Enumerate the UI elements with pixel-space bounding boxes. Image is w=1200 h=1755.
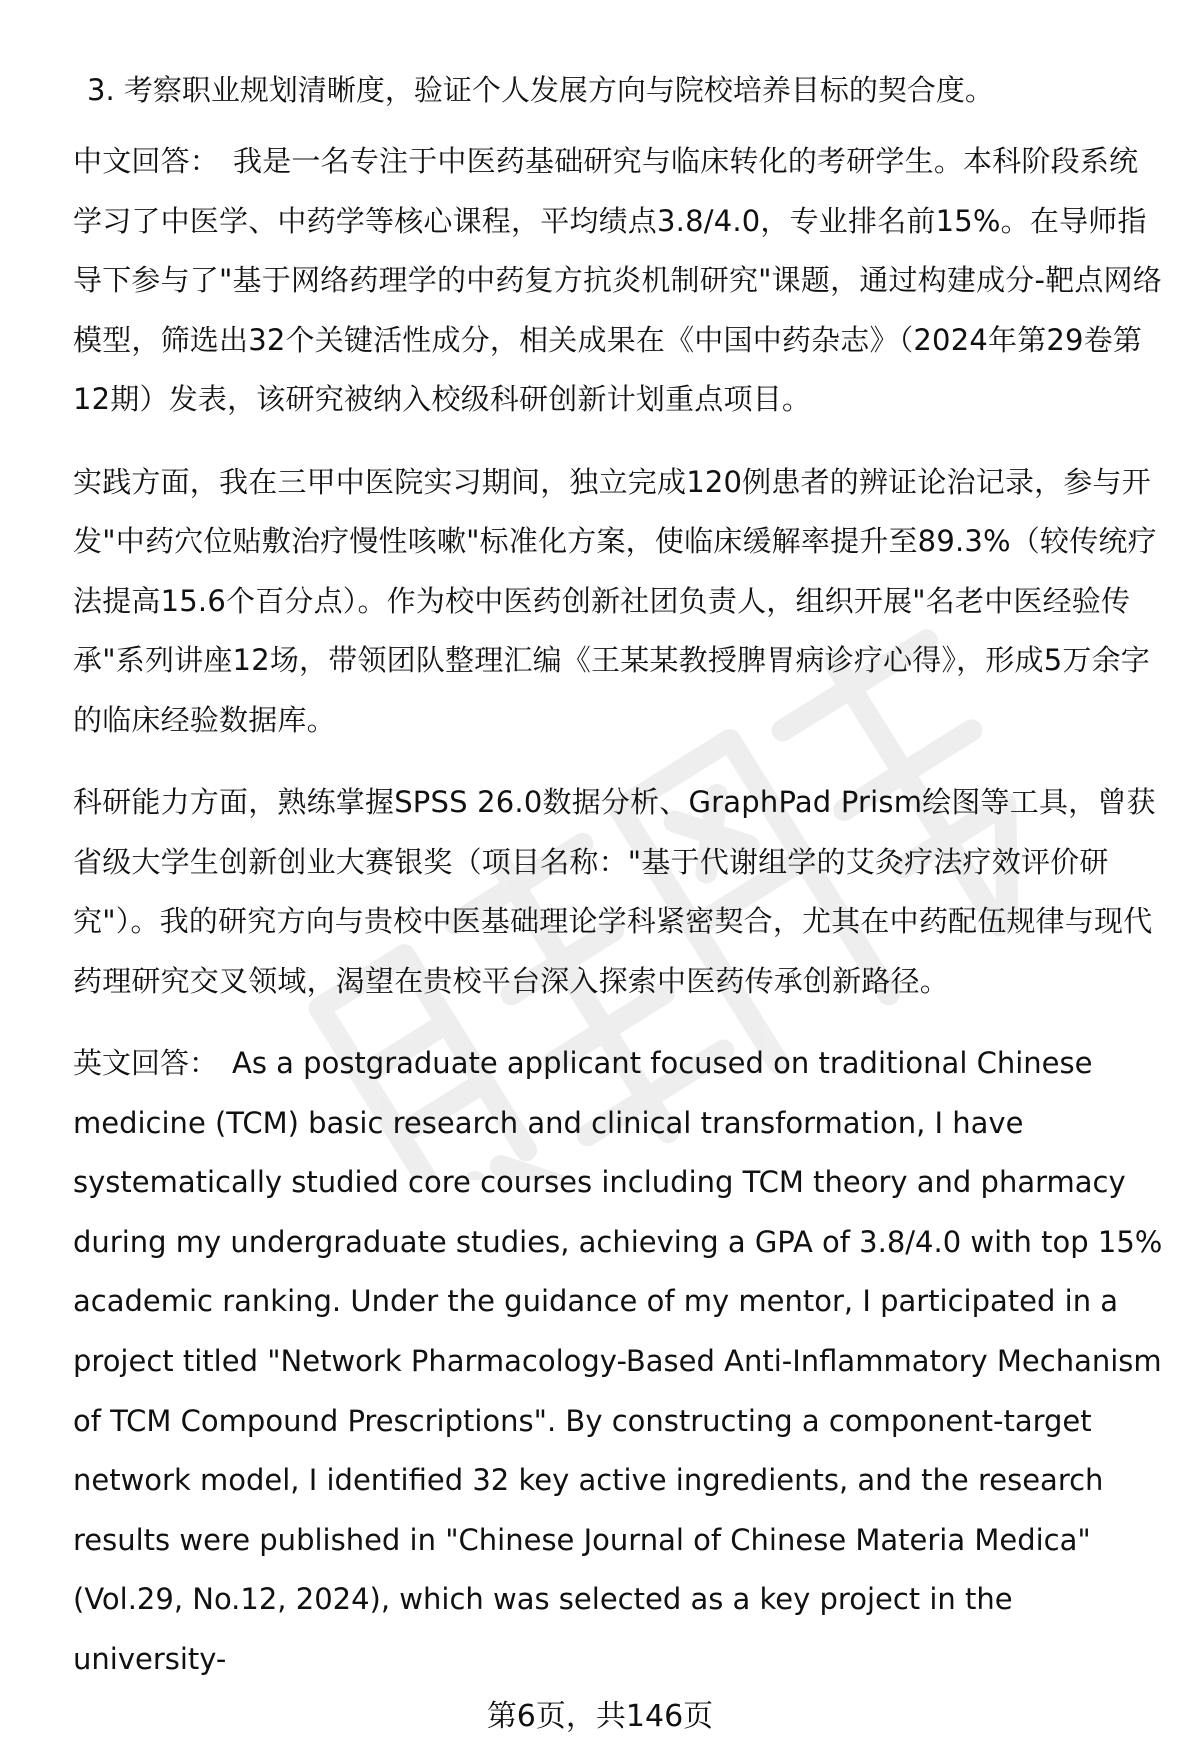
english-answer-text: As a postgraduate applicant focused on traditional Chinese medicine (TCM) basic research and clinical transformation, I have systematically studied core courses including TCM theory and pharmacy during my undergraduate studies, achieving a GPA of 3.8/4.0 with top 15% academic ranking. Under the guidance of my mentor, I participated in a project titled "Network Pharmacology-Based Anti-Inflammatory Mechanism of TCM Compound Prescriptions". By constructing a component-target network model, I identified 32 key active ingredients, and the research results were published in "Chinese Journal of Chinese Materia Medica" (Vol.29, No.12, 2024), which was selected as a key project in the university- (73, 1046, 1163, 1676)
chinese-answer-paragraph-1 (73, 132, 1163, 430)
chinese-answer-text-2: 实践方面，我在三甲中医院实习期间，独立完成120例患者的辨证论治记录，参与开发"中药穴位贴敷治疗慢性咳嗽"标准化方案，使临床缓解率提升至89.3%（较传统疗法提高15.6个百分点）。作为校中医药创新社团负责人，组织开展"名老中医经验传承"系列讲座12场，带领团队整理汇编《王某某教授脾胃病诊疗心得》，形成5万余字的临床经验数据库。 (73, 464, 1157, 737)
english-answer-label: 英文回答： (73, 1046, 219, 1080)
chinese-answer-paragraph-3 (73, 773, 1163, 1011)
chinese-answer-paragraph-2 (73, 453, 1163, 751)
list-text: 考察职业规划清晰度，验证个人发展方向与院校培养目标的契合度。 (123, 73, 994, 107)
chinese-answer-text-3: 科研能力方面，熟练掌握SPSS 26.0数据分析、GraphPad Prism绘图等工具，曾获省级大学生创新创业大赛银奖（项目名称："基于代谢组学的艾灸疗法疗效评价研究"）。我的研究方向与贵校中医基础理论学科紧密契合，尤其在中药配伍规律与现代药理研究交叉领域，渴望在贵校平台深入探索中医药传承创新路径。 (73, 785, 1156, 998)
chinese-answer-text-1: 我是一名专注于中医药基础研究与临床转化的考研学生。本科阶段系统学习了中医学、中药学等核心课程，平均绩点3.8/4.0，专业排名前15%。在导师指导下参与了"基于网络药理学的中药复方抗炎机制研究"课题，通过构建成分-靶点网络模型，筛选出32个关键活性成分，相关成果在《中国中药杂志》（2024年第29卷第12期）发表，该研究被纳入校级科研创新计划重点项目。 (73, 144, 1162, 416)
document-body (73, 60, 1163, 1690)
list-number: 3. (87, 73, 115, 107)
english-answer-paragraph (73, 1034, 1163, 1690)
page-indicator: 第6页，共146页 (486, 1699, 714, 1734)
list-item (87, 60, 1163, 120)
chinese-answer-label: 中文回答： (73, 144, 220, 178)
